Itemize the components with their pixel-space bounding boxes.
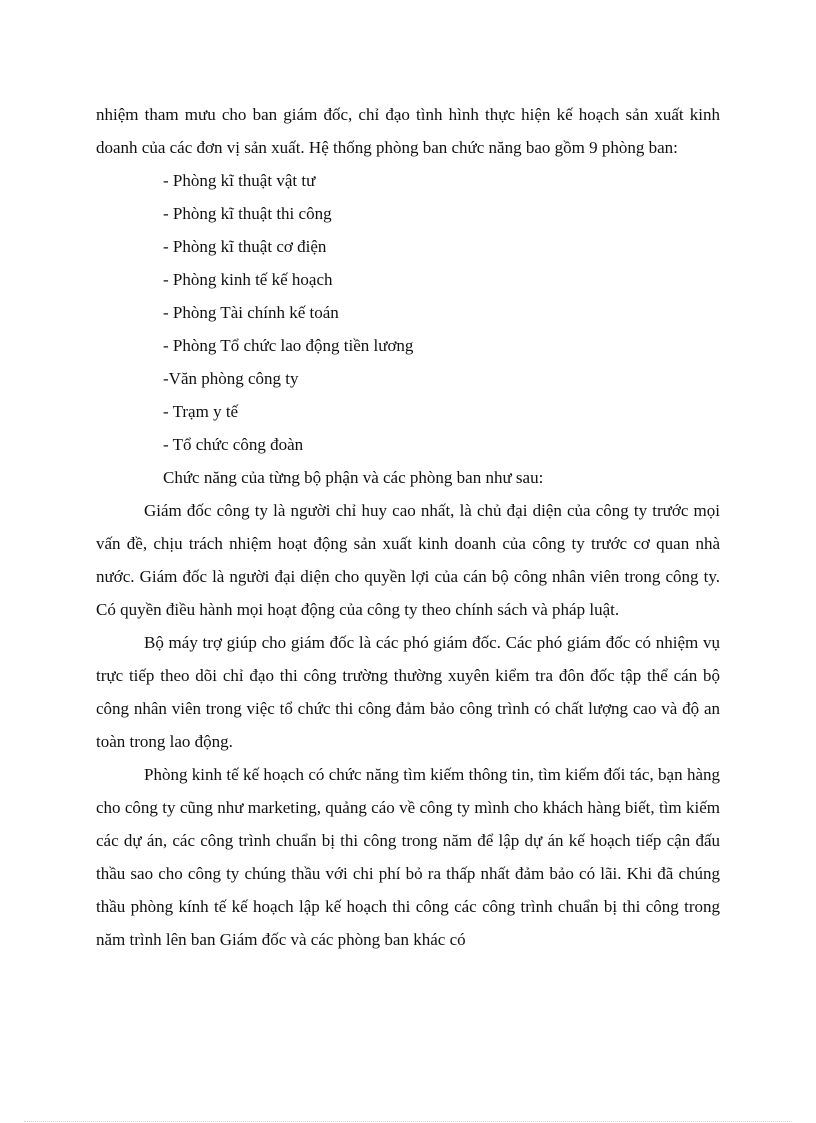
department-item: - Phòng kinh tế kế hoạch — [163, 270, 333, 289]
department-item: - Phòng Tổ chức lao động tiền lương — [163, 336, 414, 355]
department-item: - Phòng kĩ thuật thi công — [163, 204, 332, 223]
department-item: - Trạm y tế — [163, 402, 239, 421]
functions-intro: Chức năng của từng bộ phận và các phòng ban như sau: — [163, 468, 544, 487]
department-item: - Phòng kĩ thuật cơ điện — [163, 237, 327, 256]
deputy-director-paragraph: Bộ máy trợ giúp cho giám đốc là các phó giám đốc. Các phó giám đốc có nhiệm vụ trực tiếp theo dõi chỉ đạo thi công trường thường xuyên kiểm tra đôn đốc tập thể cán bộ công nhân viên trong việc tổ chức thi công đảm bảo công trình có chất lượng cao và độ an toàn trong lao động. — [96, 633, 720, 751]
department-list — [96, 164, 720, 461]
director-paragraph: Giám đốc công ty là người chỉ huy cao nhất, là chủ đại diện của công ty trước mọi vấn đề, chịu trách nhiệm hoạt động sản xuất kinh doanh của công ty trước cơ quan nhà nước. Giám đốc là người đại diện cho quyền lợi của cán bộ công nhân viên trong công ty. Có quyền điều hành mọi hoạt động của công ty theo chính sách và pháp luật. — [96, 501, 720, 619]
page-bottom-divider — [24, 1121, 792, 1122]
opening-paragraph: nhiệm tham mưu cho ban giám đốc, chỉ đạo tình hình thực hiện kế hoạch sản xuất kinh doanh của các đơn vị sản xuất. Hệ thống phòng ban chức năng bao gồm 9 phòng ban: — [96, 105, 720, 157]
page-body — [96, 98, 720, 956]
department-item: - Phòng kĩ thuật vật tư — [163, 171, 316, 190]
department-item: - Phòng Tài chính kế toán — [163, 303, 339, 322]
department-item: - Tổ chức công đoàn — [163, 435, 304, 454]
department-item: -Văn phòng công ty — [163, 369, 299, 388]
planning-department-paragraph: Phòng kinh tế kế hoạch có chức năng tìm kiếm thông tin, tìm kiếm đối tác, bạn hàng cho công ty cũng như marketing, quảng cáo về công ty mình cho khách hàng biết, tìm kiếm các dự án, các công trình chuẩn bị thi công trong năm để lập dự án kế hoạch tiếp cận đấu thầu sao cho công ty chúng thầu với chi phí bỏ ra thấp nhất đảm bảo có lãi. Khi đã chúng thầu phòng kính tế kế hoạch lập kế hoạch thi công các công trình chuẩn bị thi công trong năm trình lên ban Giám đốc và các phòng ban khác có — [96, 765, 720, 949]
